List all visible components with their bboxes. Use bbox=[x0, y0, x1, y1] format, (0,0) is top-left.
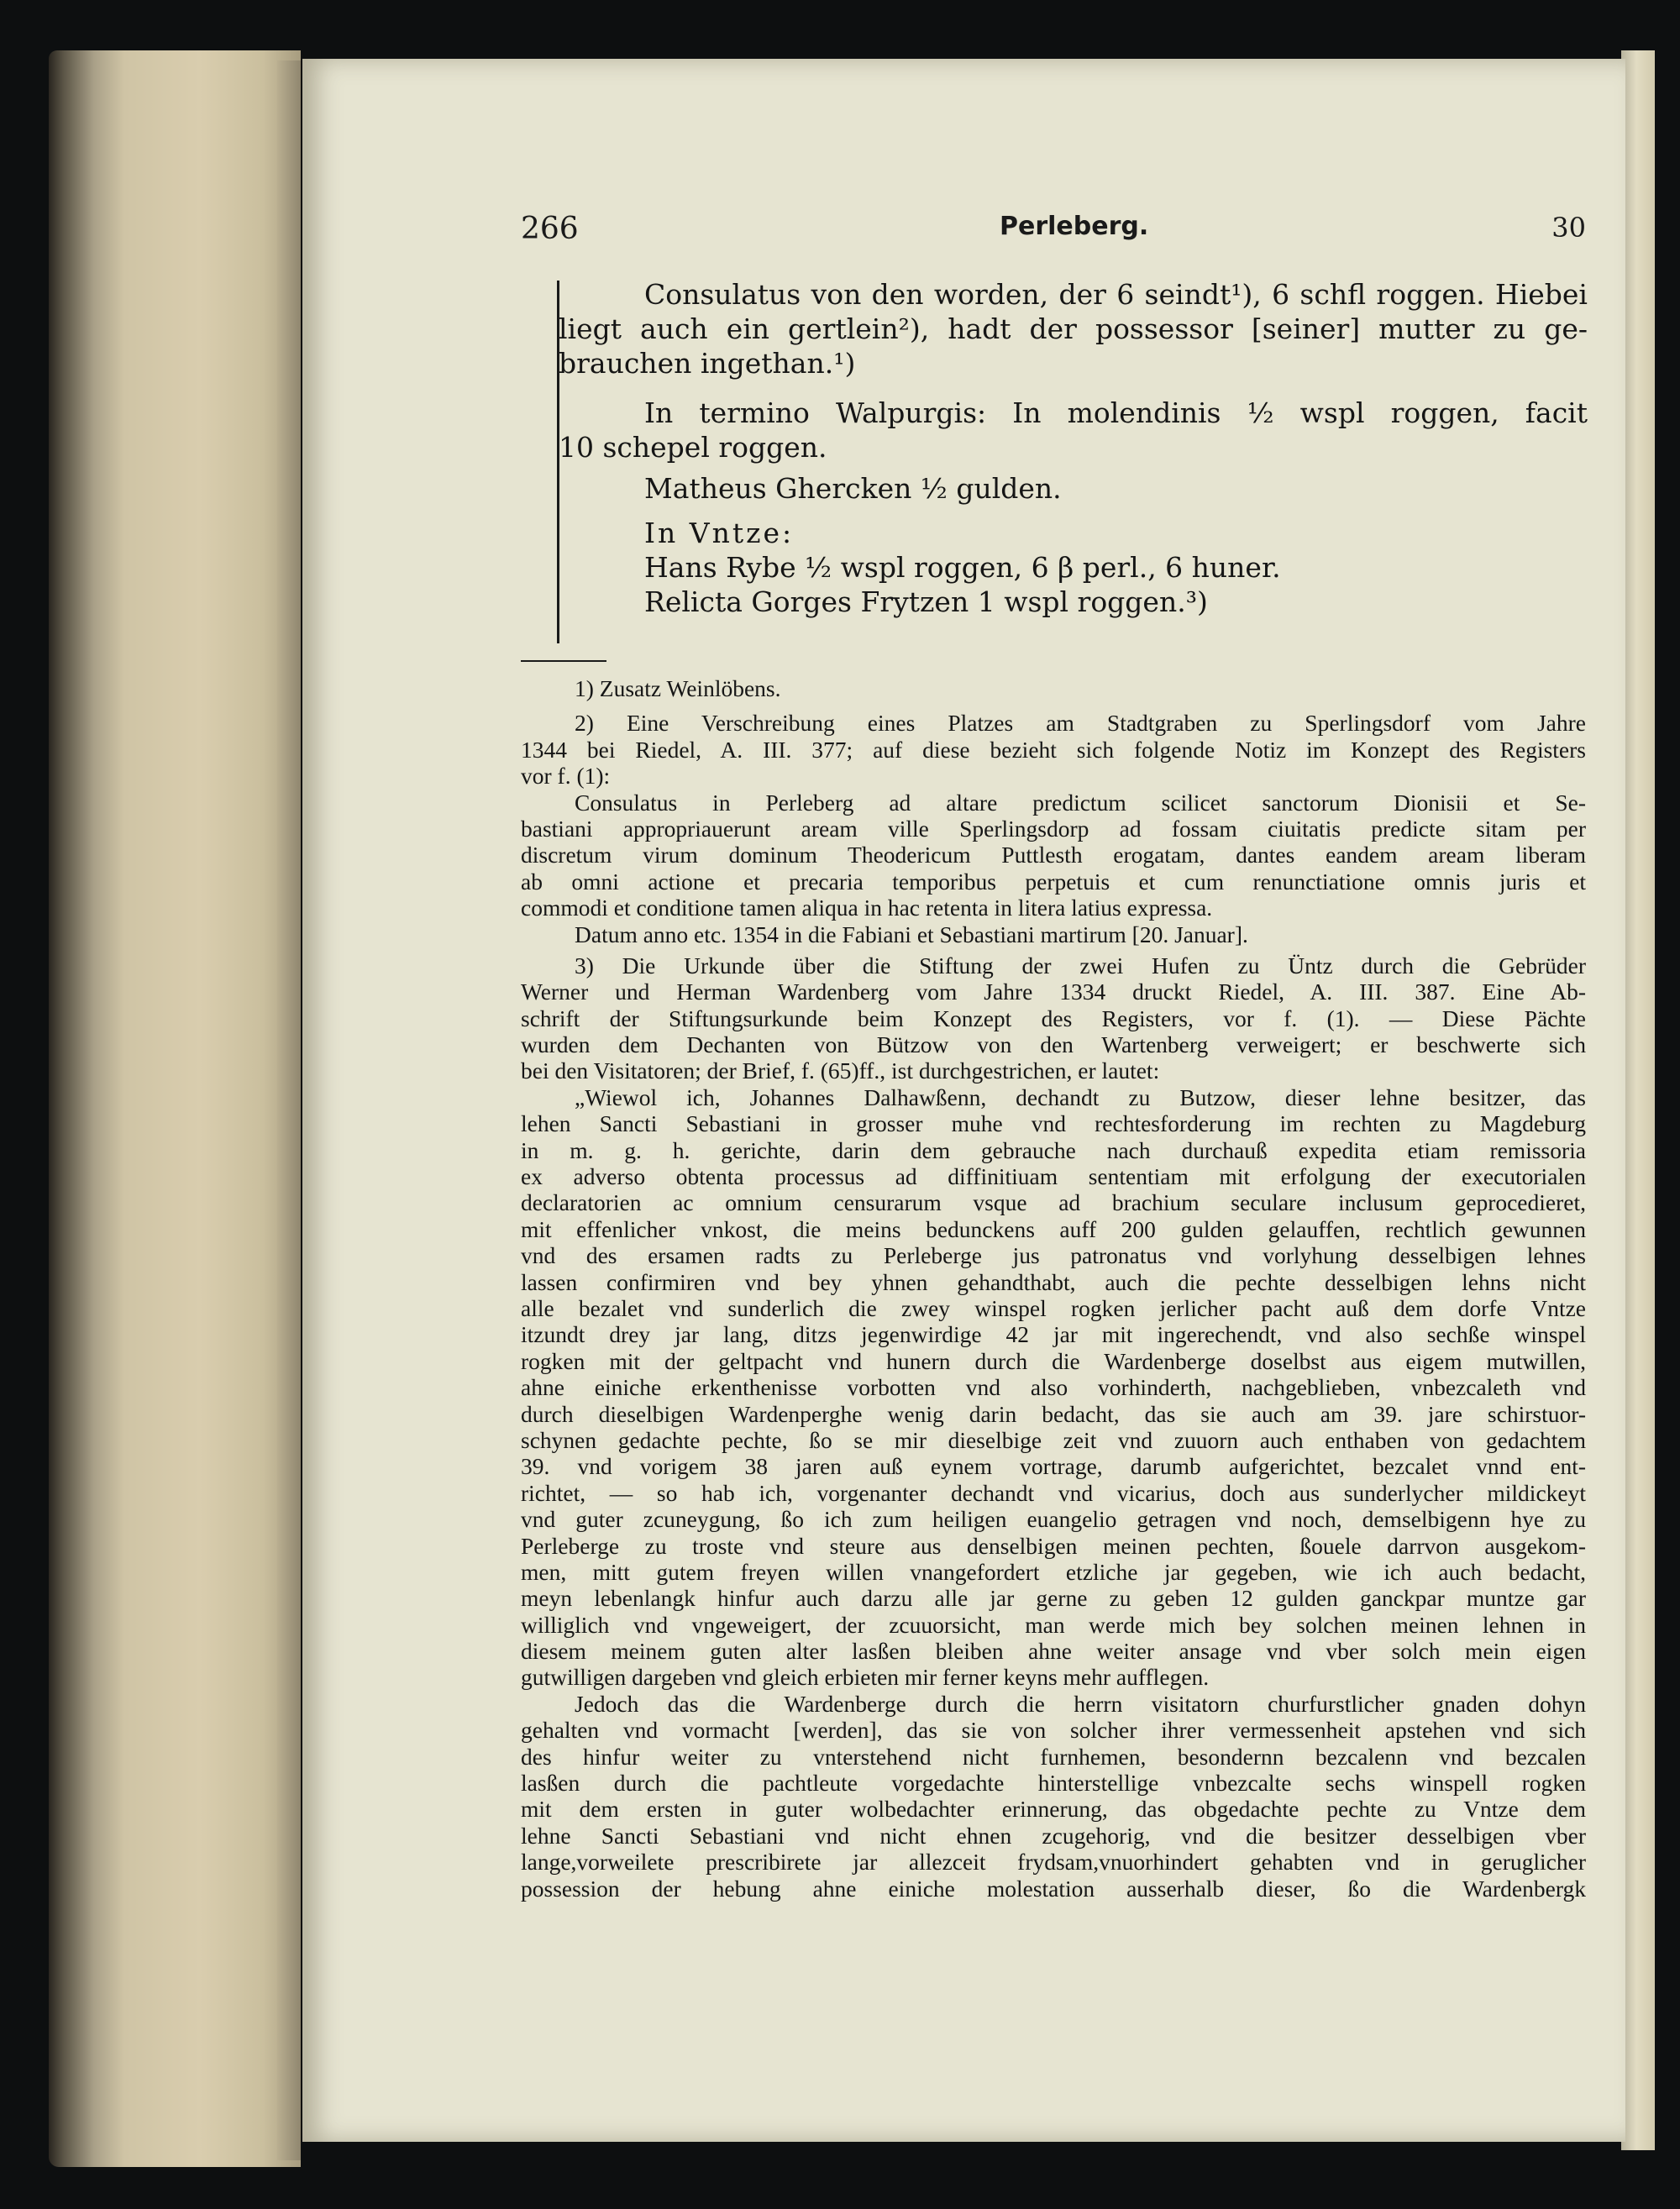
folio-number: 30 bbox=[1551, 212, 1586, 244]
footnote-line: vnd guter zcuneygung, ßo ich zum heiligen euangelio getragen vnd noch, demselbigenn hye zu bbox=[521, 1506, 1586, 1533]
footnote-line: 3) Die Urkunde über die Stiftung der zwei Hufen zu Üntz durch die Gebrüder bbox=[575, 952, 1586, 979]
footnote-line: des hinfur weiter zu vnterstehend nicht furnhemen, besondernn bezcalenn vnd bezcalen bbox=[521, 1743, 1586, 1770]
footnote-line: Consulatus in Perleberg ad altare predictum scilicet sanctorum Dionisii et Se- bbox=[575, 789, 1586, 816]
footnote-line: possession der hebung ahne einiche molestation ausserhalb dieser, ßo die Wardenbergk bbox=[521, 1875, 1586, 1902]
footnote-line: declaratorien ac omnium censurarum vsque ad brachium seculare inclusum geprocedieret, bbox=[521, 1189, 1586, 1216]
footnote-line: gutwilligen dargeben vnd gleich erbieten mir ferner keyns mehr aufflegen. bbox=[521, 1664, 1210, 1691]
footnote-line: itzundt drey jar lang, ditzs jegenwirdige 42 jar mit ingerechendt, vnd also sechße winspel bbox=[521, 1321, 1586, 1348]
footnote-line: in m. g. h. gerichte, darin dem gebrauche nach durchauß expedita etiam remissoria bbox=[521, 1136, 1586, 1163]
footnote-line: schynen gedachte pechte, ßo se mir dieselbige zeit vnd zuuorn auch enthaben von gedachtem bbox=[521, 1426, 1586, 1453]
main-text bbox=[559, 277, 1588, 619]
footnote-line: 39. vnd vorigem 38 jaren auß eynem vortrage, darumb aufgerichtet, bezcalet vnnd ent- bbox=[521, 1453, 1586, 1480]
footnote-line: 1344 bei Riedel, A. III. 377; auf diese bezieht sich folgende Notiz im Konzept des Registers bbox=[521, 736, 1586, 763]
footnote-line: durch dieselbigen Wardenperghe wenig darin bedacht, das sie auch am 39. jare schirstuor- bbox=[521, 1400, 1586, 1427]
footnote-line: williglich vnd vngeweigert, der zcuuorsicht, man werde mich bey solchen meinen lehnen in bbox=[521, 1611, 1586, 1638]
main-line: Matheus Ghercken ½ gulden. bbox=[644, 472, 1062, 505]
main-line: Consulatus von den worden, der 6 seindt¹), 6 schfl roggen. Hiebei bbox=[644, 278, 1588, 311]
book-gutter-shadow bbox=[277, 60, 301, 2160]
next-page-edge bbox=[1621, 50, 1655, 2150]
main-line: In termino Walpurgis: In molendinis ½ wspl roggen, facit bbox=[644, 396, 1588, 429]
footnote-line: 2) Eine Verschreibung eines Platzes am Stadtgraben zu Sperlingsdorf vom Jahre bbox=[575, 710, 1586, 737]
footnote-rule bbox=[521, 660, 606, 662]
main-line: Relicta Gorges Frytzen 1 wspl roggen.³) bbox=[644, 585, 1208, 618]
footnote-line: Perleberge zu troste vnd steure aus denselbigen meinen pechten, ßouele darrvon ausgekom- bbox=[521, 1532, 1586, 1559]
footnote-line: men, mitt gutem freyen willen vnangefordert etzliche jar gegeben, wie ich auch bedacht, bbox=[521, 1558, 1586, 1585]
main-line: liegt auch ein gertlein²), hadt der possessor [seiner] mutter zu ge- bbox=[559, 312, 1588, 345]
footnote-line: richtet, — so hab ich, vorgenanter dechandt vnd vicarius, doch aus sunderlycher mildickeyt bbox=[521, 1479, 1586, 1506]
footnote-line: bastiani appropriauerunt aream ville Sperlingsdorp ad fossam ciuitatis predicte sitam per bbox=[521, 815, 1586, 842]
footnote-line: lange,vorweilete prescribirete jar allezceit frydsam,vnuorhindert gehabten vnd in geruglicher bbox=[521, 1849, 1586, 1876]
main-line: Hans Rybe ½ wspl roggen, 6 β perl., 6 huner. bbox=[644, 551, 1281, 584]
footnote-line: ex adverso obtenta processus ad diffinitiuam sententiam mit erfolgung der executorialen bbox=[521, 1163, 1586, 1190]
footnote-line: meyn lebenlangk hinfur auch darzu alle jar gerne zu geben 12 gulden ganckpar muntze gar bbox=[521, 1585, 1586, 1612]
book-page-edges bbox=[49, 50, 301, 2167]
footnote-line: bei den Visitatoren; der Brief, f. (65)ff., ist durchgestrichen, er lautet: bbox=[521, 1057, 1160, 1084]
running-head bbox=[521, 212, 1586, 249]
footnote-line: ahne einiche erkenthenisse vorbotten vnd also vorhinderth, nachgeblieben, vnbezcaleth vnd bbox=[521, 1374, 1586, 1401]
footnote-line: lehne Sancti Sebastiani vnd nicht ehnen zcugehorig, vnd die besitzer desselbigen vber bbox=[521, 1822, 1586, 1849]
page-number: 266 bbox=[521, 212, 579, 246]
page-title: Perleberg. bbox=[1000, 212, 1149, 241]
footnote-line: gehalten vnd vormacht [werden], das sie von solcher ihrer vermessenheit apstehen vnd sich bbox=[521, 1717, 1586, 1744]
footnote-line: rogken mit der geltpacht vnd hunern durch die Wardenberge doselbst aus eigem mutwillen, bbox=[521, 1347, 1586, 1374]
footnote-line: schrift der Stiftungsurkunde beim Konzept des Registers, vor f. (1). — Diese Pächte bbox=[521, 1005, 1586, 1031]
footnote-line: mit effenlicher vnkost, die meins bedunckens auff 200 gulden gelauffen, rechtlich gewunnen bbox=[521, 1215, 1586, 1242]
footnote-line: ab omni actione et precaria temporibus perpetuis et cum renunctiatione omnis juris et bbox=[521, 868, 1586, 895]
footnote-line: Datum anno etc. 1354 in die Fabiani et Sebastiani martirum [20. Januar]. bbox=[575, 921, 1248, 947]
main-line: In Vntze: bbox=[644, 517, 795, 549]
footnote-line: diesem meinem guten alter lasßen bleiben ahne weiter ansage vnd vber solch mein eigen bbox=[521, 1638, 1586, 1665]
footnote-line: Werner und Herman Wardenberg vom Jahre 1334 druckt Riedel, A. III. 387. Eine Ab- bbox=[521, 979, 1586, 1005]
footnote-line: alle bezalet vnd sunderlich die zwey winspel rogken jerlicher pacht auß dem dorfe Vntze bbox=[521, 1294, 1586, 1321]
footnote-line: 1) Zusatz Weinlöbens. bbox=[575, 675, 781, 701]
footnote-line: „Wiewol ich, Johannes Dalhawßenn, dechandt zu Butzow, dieser lehne besitzer, das bbox=[575, 1084, 1586, 1110]
main-line: brauchen ingethan.¹) bbox=[559, 347, 856, 380]
footnote-line: mit dem ersten in guter wolbedachter erinnerung, das obgedachte pechte zu Vntze dem bbox=[521, 1796, 1586, 1823]
footnote-line: Jedoch das die Wardenberge durch die herrn visitatorn churfurstlicher gnaden dohyn bbox=[575, 1690, 1586, 1717]
footnotes bbox=[521, 670, 1586, 1902]
footnote-line: commodi et conditione tamen aliqua in hac retenta in litera latius expressa. bbox=[521, 895, 1213, 921]
footnote-line: lasßen durch die pachtleute vorgedachte hinterstellige vnbezcalte sechs winspell rogken bbox=[521, 1770, 1586, 1797]
footnote-line: wurden dem Dechanten von Bützow von den Wartenberg verweigert; er beschwerte sich bbox=[521, 1031, 1586, 1058]
footnote-line: vor f. (1): bbox=[521, 763, 611, 790]
footnote-line: lassen confirmiren vnd bey yhnen gehandthabt, auch die pechte desselbigen lehns nicht bbox=[521, 1268, 1586, 1295]
footnote-line: lehen Sancti Sebastiani in grosser muhe vnd rechtesforderung im rechten zu Magdeburg bbox=[521, 1110, 1586, 1137]
footnote-line: discretum virum dominum Theodericum Puttlesth erogatam, dantes eandem aream liberam bbox=[521, 842, 1586, 868]
main-line: 10 schepel roggen. bbox=[559, 431, 827, 464]
spacer bbox=[559, 380, 1588, 396]
footnote-line: vnd des ersamen radts zu Perleberge jus patronatus vnd vorlyhung desselbigen lehnes bbox=[521, 1242, 1586, 1269]
